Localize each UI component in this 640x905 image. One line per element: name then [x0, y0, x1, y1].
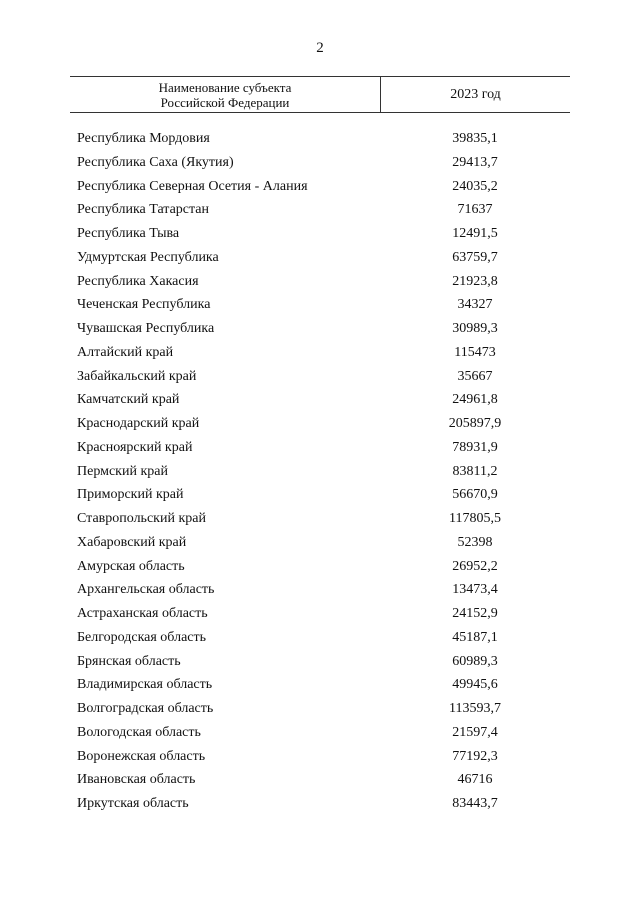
subject-value: 205897,9	[448, 416, 502, 431]
table-row	[0, 175, 640, 199]
table-row	[0, 697, 640, 721]
table-row	[0, 602, 640, 626]
subject-name: Краснодарский край	[77, 416, 200, 431]
subject-value: 30989,3	[452, 321, 498, 336]
subject-value: 39835,1	[452, 131, 498, 146]
table-row	[0, 745, 640, 769]
header-subject-name	[70, 77, 381, 112]
subject-name: Приморский край	[77, 487, 184, 503]
subject-value: 24961,8	[452, 392, 498, 408]
subject-value: 45187,1	[452, 629, 498, 645]
table-row	[0, 365, 640, 389]
table-body	[0, 127, 640, 816]
subject-value: 83443,7	[452, 796, 498, 811]
header-subject-name-line1: Наименование субъекта	[158, 79, 292, 95]
subject-name: Амурская область	[77, 558, 185, 574]
subject-value: 52398	[457, 534, 493, 550]
table-row	[0, 127, 640, 151]
table-row	[0, 626, 640, 650]
subject-name: Белгородская область	[77, 629, 207, 645]
table-row	[0, 198, 640, 222]
subject-name: Алтайский край	[77, 344, 174, 360]
header-subject-name-line2: Российской Федерации	[160, 94, 290, 110]
table-row	[0, 388, 640, 412]
subject-name: Волгоградская область	[77, 701, 214, 716]
table-row	[0, 460, 640, 484]
subject-name: Забайкальский край	[77, 368, 197, 384]
table-row	[0, 317, 640, 341]
subject-value: 24152,9	[452, 606, 498, 621]
subject-name: Республика Северная Осетия - Алания	[77, 178, 308, 194]
subject-name: Республика Хакасия	[77, 273, 199, 289]
subject-value: 13473,4	[452, 582, 498, 598]
subject-name: Архангельская область	[77, 582, 215, 598]
table-row	[0, 246, 640, 270]
subject-value: 78931,9	[452, 439, 498, 455]
header-year: 2023 год	[450, 86, 501, 102]
subject-value: 49945,6	[452, 677, 498, 693]
table-row	[0, 341, 640, 365]
subject-value: 60989,3	[452, 653, 498, 669]
subject-name: Чеченская Республика	[77, 297, 211, 313]
subject-name: Астраханская область	[77, 606, 208, 621]
table-row	[0, 768, 640, 792]
subject-value: 115473	[454, 344, 496, 360]
subject-name: Пермский край	[77, 463, 168, 479]
subject-name: Республика Саха (Якутия)	[77, 154, 234, 170]
subject-value: 56670,9	[452, 487, 498, 503]
table-header	[70, 76, 570, 113]
subject-name: Республика Тыва	[77, 226, 180, 241]
subject-name: Камчатский край	[77, 392, 180, 408]
subject-value: 77192,3	[452, 748, 498, 764]
table-row	[0, 436, 640, 460]
subject-value: 29413,7	[452, 154, 498, 170]
subject-value: 35667	[457, 368, 493, 384]
subject-name: Иркутская область	[77, 796, 189, 811]
subject-name: Красноярский край	[77, 439, 193, 455]
table-row	[0, 270, 640, 294]
table-row	[0, 151, 640, 175]
subject-value: 63759,7	[452, 249, 498, 265]
subject-value: 34327	[457, 297, 493, 313]
subject-name: Ставропольский край	[77, 511, 206, 526]
subject-name: Владимирская область	[77, 677, 213, 693]
table-row	[0, 222, 640, 246]
subject-value: 12491,5	[452, 226, 498, 241]
subject-name: Воронежская область	[77, 748, 206, 764]
subject-value: 83811,2	[452, 463, 498, 479]
table-row	[0, 792, 640, 816]
subject-name: Республика Татарстан	[77, 202, 210, 218]
subject-value: 24035,2	[452, 178, 498, 194]
subject-value: 21597,4	[452, 724, 498, 740]
subject-name: Удмуртская Республика	[77, 249, 219, 265]
table-row	[0, 578, 640, 602]
table-row	[0, 650, 640, 674]
subject-value: 26952,2	[452, 558, 498, 574]
table-row	[0, 412, 640, 436]
table-row	[0, 555, 640, 579]
subject-value: 113593,7	[449, 701, 501, 716]
subject-name: Ивановская область	[77, 772, 196, 788]
table-row	[0, 507, 640, 531]
subject-name: Республика Мордовия	[77, 131, 210, 146]
subject-value: 71637	[457, 202, 493, 218]
subject-value: 46716	[457, 772, 493, 788]
table-row	[0, 293, 640, 317]
subject-value: 21923,8	[452, 273, 498, 289]
table-row	[0, 531, 640, 555]
table-row	[0, 483, 640, 507]
subject-name: Вологодская область	[77, 724, 201, 740]
table-row	[0, 721, 640, 745]
subject-value: 117805,5	[449, 511, 501, 526]
subject-name: Брянская область	[77, 653, 181, 669]
subject-name: Чувашская Республика	[77, 321, 215, 336]
subject-name: Хабаровский край	[77, 534, 187, 550]
page-number: 2	[316, 40, 324, 56]
table-row	[0, 673, 640, 697]
